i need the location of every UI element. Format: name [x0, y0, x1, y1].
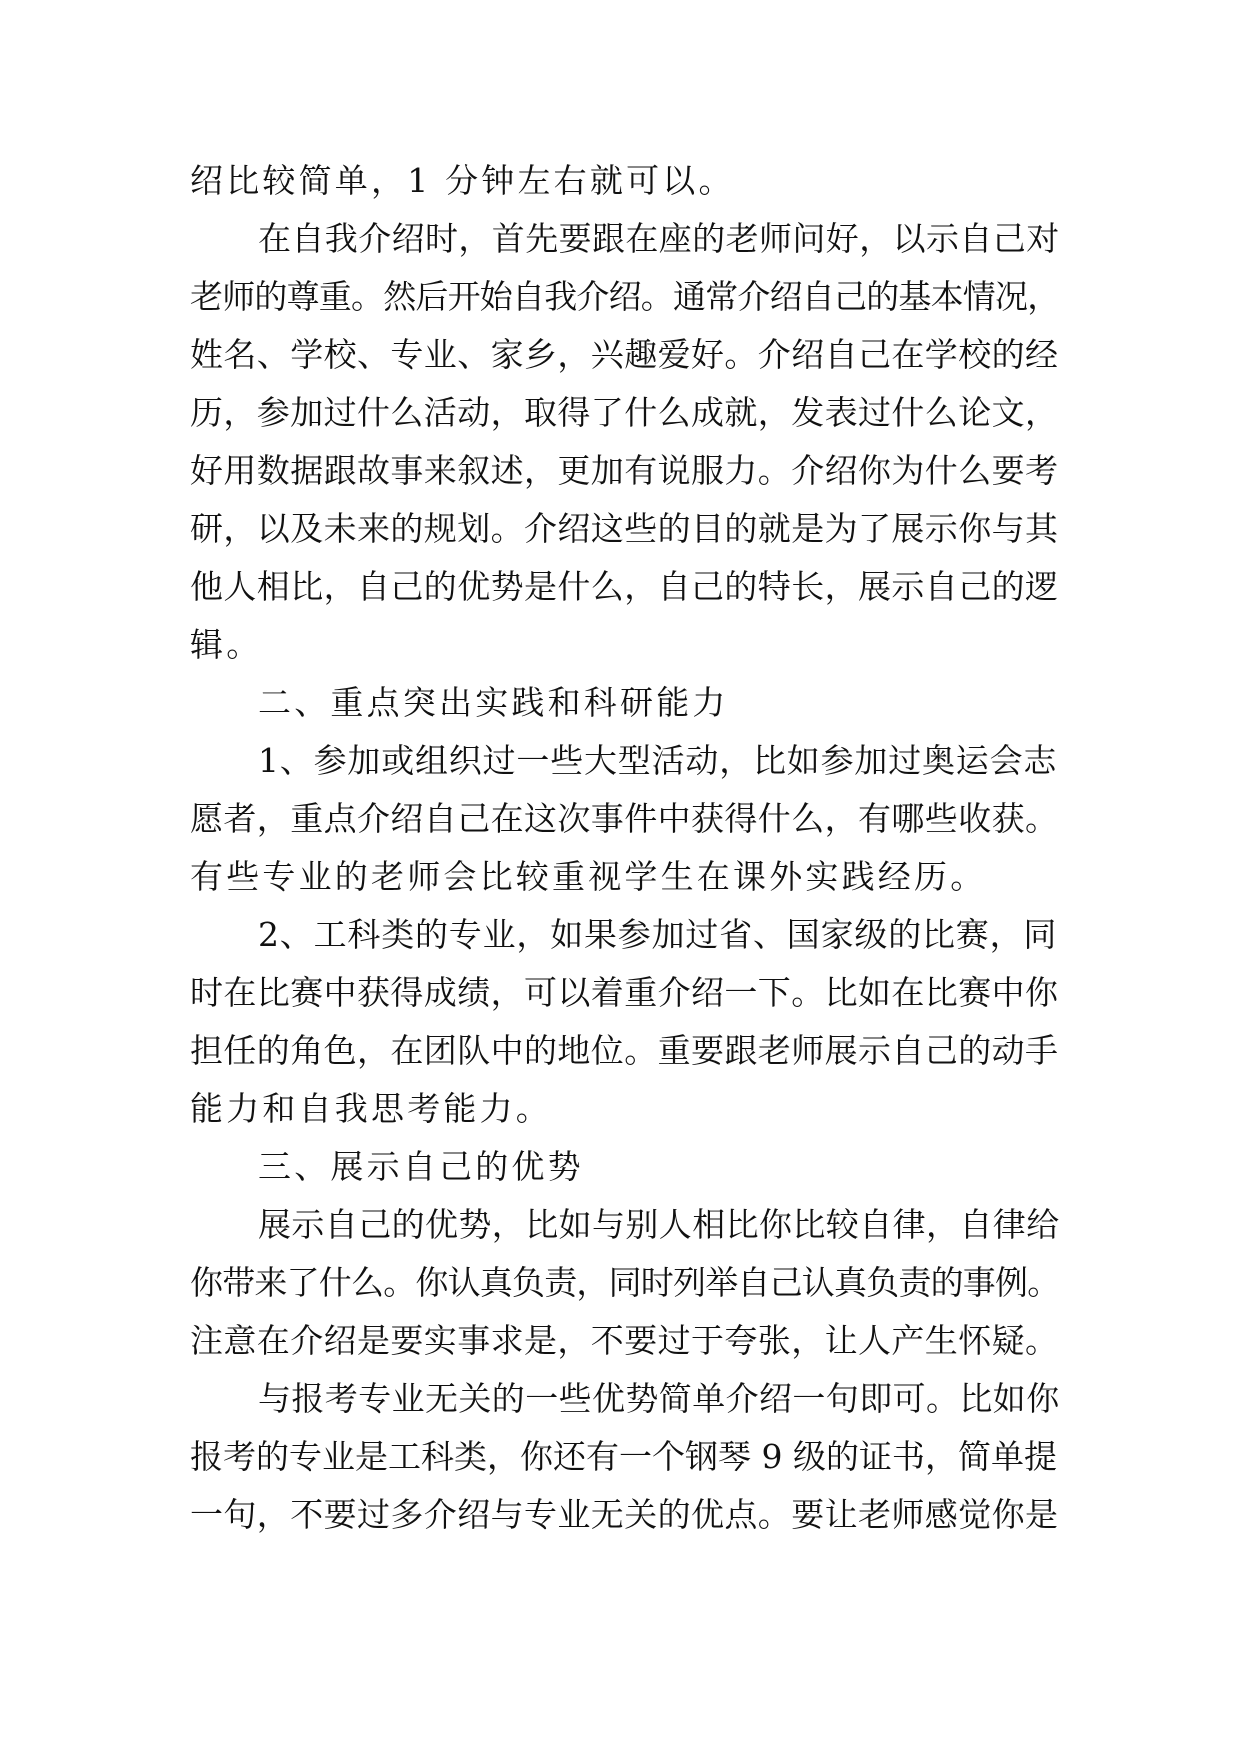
- text-line: 历，参加过什么活动，取得了什么成就，发表过什么论文，: [190, 393, 1059, 432]
- text-line: 老师的尊重。然后开始自我介绍。通常介绍自己的基本情况，: [190, 277, 1060, 316]
- text-line: 好用数据跟故事来叙述，更加有说服力。介绍你为什么要考: [190, 451, 1059, 490]
- text-line: 研，以及未来的规划。介绍这些的目的就是为了展示你与其: [190, 509, 1059, 548]
- text-line: 你带来了什么。你认真负责，同时列举自己认真负责的事例。: [190, 1263, 1060, 1302]
- text-line: 1、参加或组织过一些大型活动，比如参加过奥运会志: [258, 741, 1058, 780]
- text-line: 担任的角色，在团队中的地位。重要跟老师展示自己的动手: [190, 1031, 1059, 1070]
- body-text: [190, 152, 1060, 1544]
- text-line: 绍比较简单，1 分钟左右就可以。: [190, 161, 735, 200]
- text-line: 时在比赛中获得成绩，可以着重介绍一下。比如在比赛中你: [190, 973, 1059, 1012]
- text-line: 注意在介绍是要实事求是，不要过于夸张，让人产生怀疑。: [190, 1321, 1059, 1360]
- text-line: 他人相比，自己的优势是什么，自己的特长，展示自己的逻: [190, 567, 1059, 606]
- text-line: 在自我介绍时，首先要跟在座的老师问好，以示自己对: [258, 219, 1060, 258]
- text-line: 展示自己的优势，比如与别人相比你比较自律，自律给: [258, 1205, 1060, 1244]
- text-line: 一句，不要过多介绍与专业无关的优点。要让老师感觉你是: [190, 1495, 1059, 1534]
- text-line: 报考的专业是工科类，你还有一个钢琴 9 级的证书，简单提: [190, 1437, 1057, 1476]
- text-line: 2、工科类的专业，如果参加过省、国家级的比赛，同: [258, 915, 1058, 954]
- text-line: 能力和自我思考能力。: [190, 1089, 552, 1128]
- text-line: 姓名、学校、专业、家乡，兴趣爱好。介绍自己在学校的经: [190, 335, 1059, 374]
- text-line: 与报考专业无关的一些优势简单介绍一句即可。比如你: [258, 1379, 1060, 1418]
- section-heading: 二、重点突出实践和科研能力: [258, 683, 729, 722]
- section-heading: 三、展示自己的优势: [258, 1147, 584, 1186]
- text-line: 辑。: [190, 625, 263, 664]
- text-line: 愿者，重点介绍自己在这次事件中获得什么，有哪些收获。: [190, 799, 1059, 838]
- text-line: 有些专业的老师会比较重视学生在课外实践经历。: [190, 857, 987, 896]
